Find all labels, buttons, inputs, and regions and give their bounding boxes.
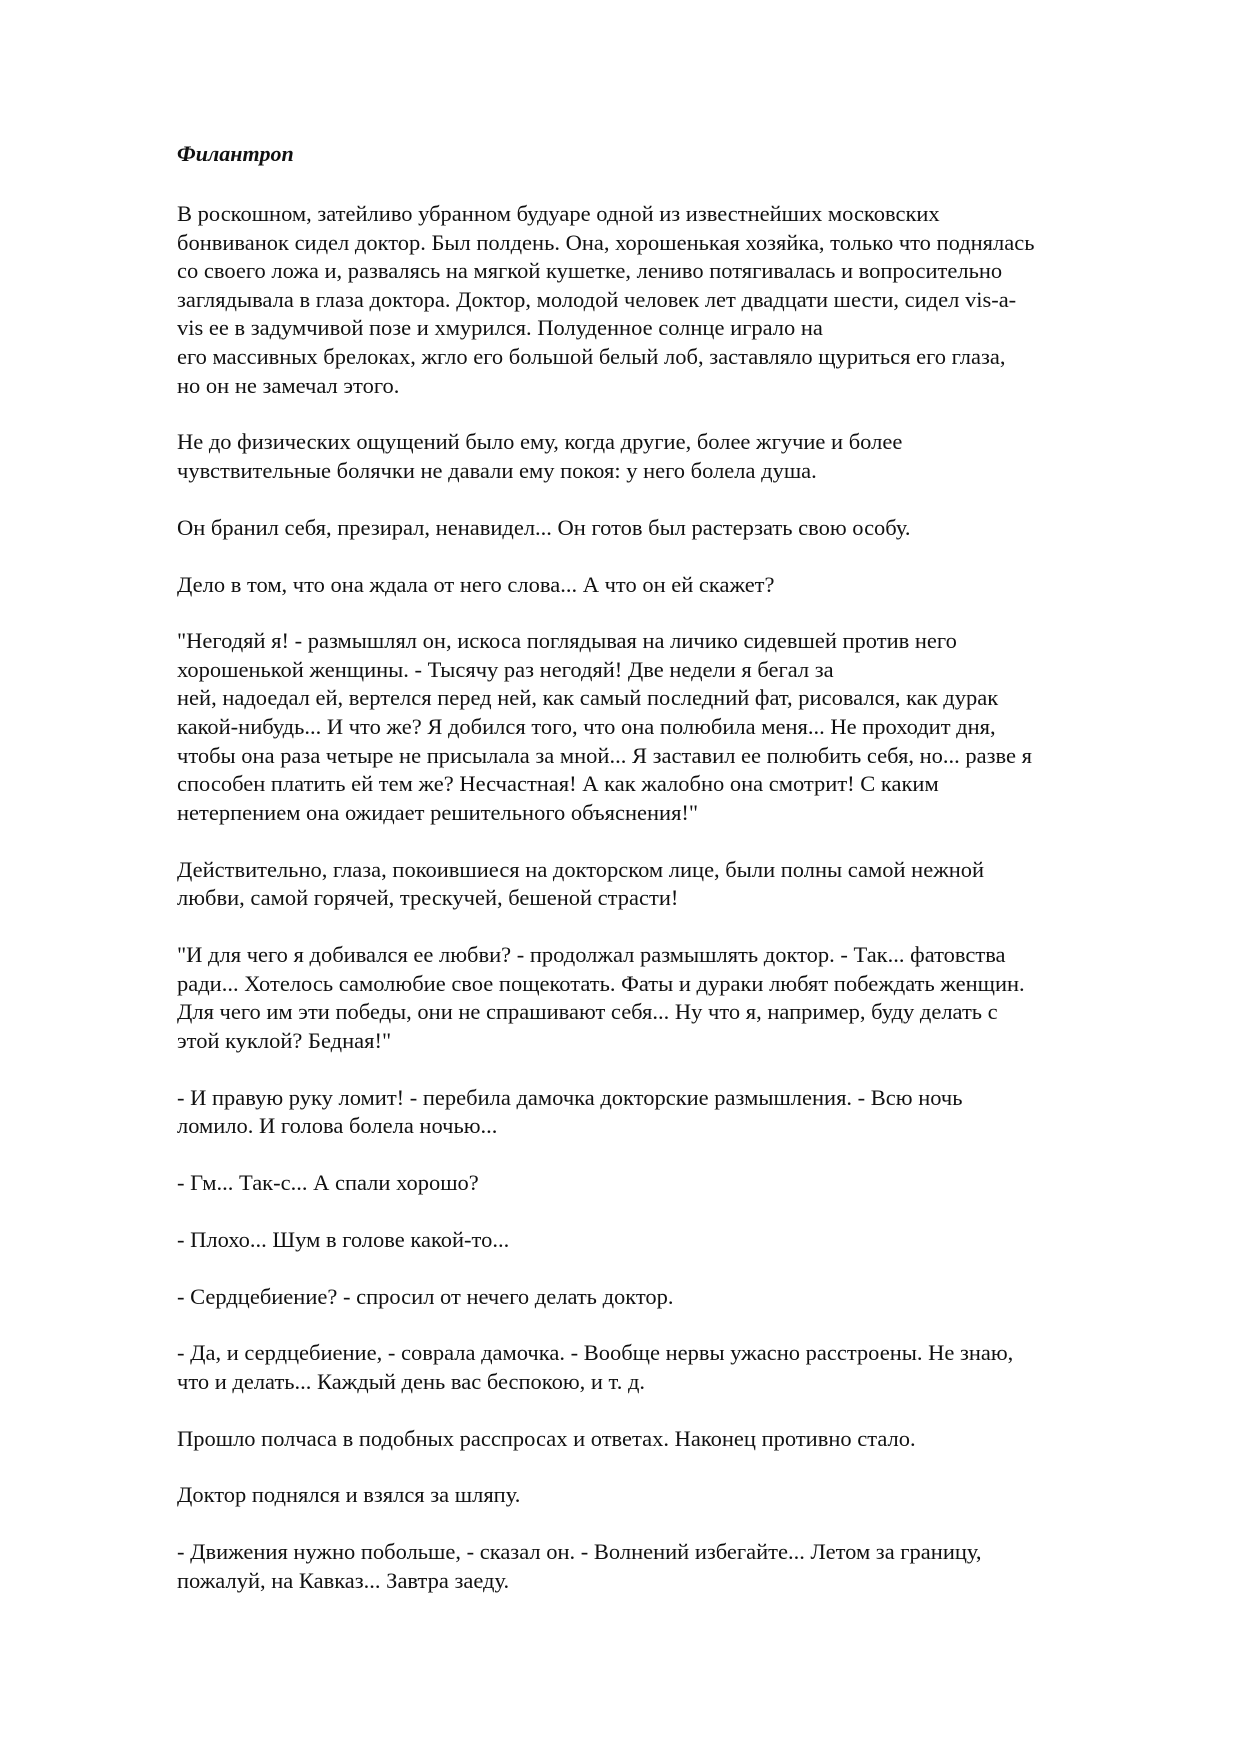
text-line: vis ее в задумчивой позе и хмурился. Полуденное солнце играло на — [177, 315, 823, 341]
text-line: бонвиванок сидел доктор. Был полдень. Она, хорошенькая хозяйка, только что поднялась — [177, 229, 1035, 255]
text-line: чувствительные болячки не давали ему покоя: у него болела душа. — [177, 457, 817, 483]
paragraph — [177, 1226, 1157, 1255]
text-line: "Негодяй я! - размышлял он, искоса поглядывая на личико сидевшей против него — [177, 628, 957, 654]
paragraph — [177, 941, 1157, 1055]
text-line: чтобы она раза четыре не присылала за мной... Я заставил ее полюбить себя, но... разве я — [177, 742, 1032, 768]
text-line: ломило. И голова болела ночью... — [177, 1113, 498, 1139]
text-line: что и делать... Каждый день вас беспокою, и т. д. — [177, 1368, 646, 1394]
text-line: - Плохо... Шум в голове какой-то... — [177, 1226, 510, 1252]
paragraph — [177, 856, 1157, 913]
text-line: Действительно, глаза, покоившиеся на докторском лице, были полны самой нежной — [177, 856, 985, 882]
text-line: ней, надоедал ей, вертелся перед ней, как самый последний фат, рисовался, как дурак — [177, 685, 999, 711]
paragraph — [177, 200, 1157, 400]
paragraph — [177, 1283, 1157, 1312]
text-line: хорошенькой женщины. - Тысячу раз негодяй! Две недели я бегал за — [177, 656, 834, 682]
text-line: Не до физических ощущений было ему, когда другие, более жгучие и более — [177, 429, 903, 455]
text-line: этой куклой? Бедная!" — [177, 1027, 392, 1053]
text-line: Доктор поднялся и взялся за шляпу. — [177, 1482, 521, 1508]
text-line: Он бранил себя, презирал, ненавидел... Он готов был растерзать свою особу. — [177, 514, 911, 540]
text-line: какой-нибудь... И что же? Я добился того, что она полюбила меня... Не проходит дня, — [177, 714, 996, 740]
paragraph — [177, 1538, 1157, 1595]
text-line: способен платить ей тем же? Несчастная! А как жалобно она смотрит! С каким — [177, 771, 939, 797]
text-line: Дело в том, что она ждала от него слова... А что он ей скажет? — [177, 571, 775, 597]
paragraph — [177, 514, 1157, 543]
paragraph — [177, 1169, 1157, 1198]
text-line: Для чего им эти победы, они не спрашивают себя... Ну что я, например, буду делать с — [177, 999, 998, 1025]
document-body — [177, 200, 1157, 1624]
paragraph — [177, 627, 1157, 827]
paragraph — [177, 1084, 1157, 1141]
text-line: ради... Хотелось самолюбие свое пощекотать. Фаты и дураки любят побеждать женщин. — [177, 970, 1025, 996]
text-line: со своего ложа и, развалясь на мягкой кушетке, лениво потягивалась и вопросительно — [177, 258, 1003, 284]
text-line: любви, самой горячей, трескучей, бешеной страсти! — [177, 885, 679, 911]
text-line: нетерпением она ожидает решительного объяснения!" — [177, 799, 699, 825]
text-line: пожалуй, на Кавказ... Завтра заеду. — [177, 1567, 510, 1593]
text-line: Прошло полчаса в подобных расспросах и ответах. Наконец противно стало. — [177, 1425, 916, 1451]
paragraph — [177, 428, 1157, 485]
text-line: - Движения нужно побольше, - сказал он. - Волнений избегайте... Летом за границу, — [177, 1539, 982, 1565]
paragraph — [177, 1425, 1157, 1454]
document-title: Филантроп — [177, 141, 294, 166]
text-line: заглядывала в глаза доктора. Доктор, молодой человек лет двадцати шести, сидел vis-a- — [177, 286, 1017, 312]
text-line: его массивных брелоках, жгло его большой белый лоб, заставляло щуриться его глаза, — [177, 343, 1006, 369]
paragraph — [177, 1339, 1157, 1396]
text-line: "И для чего я добивался ее любви? - продолжал размышлять доктор. - Так... фатовства — [177, 942, 1006, 967]
text-line: - Сердцебиение? - спросил от нечего делать доктор. — [177, 1283, 674, 1309]
text-line: но он не замечал этого. — [177, 372, 400, 398]
text-line: - Да, и сердцебиение, - соврала дамочка. - Вообще нервы ужасно расстроены. Не знаю, — [177, 1340, 1014, 1366]
paragraph — [177, 571, 1157, 600]
text-line: - И правую руку ломит! - перебила дамочка докторские размышления. - Всю ночь — [177, 1084, 963, 1110]
text-line: - Гм... Так-с... А спали хорошо? — [177, 1169, 479, 1195]
paragraph — [177, 1481, 1157, 1510]
text-line: В роскошном, затейливо убранном будуаре одной из известнейших московских — [177, 201, 940, 226]
